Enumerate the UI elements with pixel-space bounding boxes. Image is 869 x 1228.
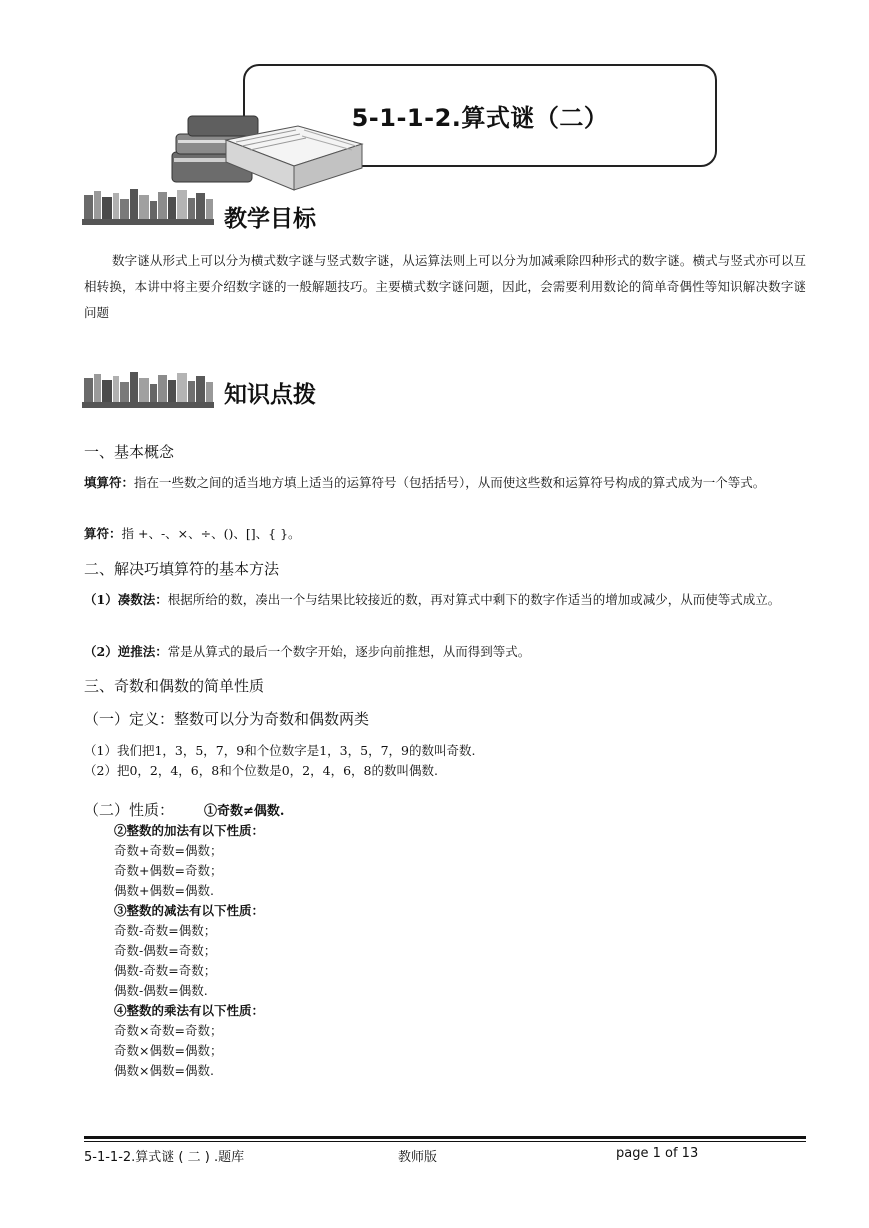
- definition-text: 根据所给的数，凑出一个与结果比较接近的数，再对算式中剩下的数字作适当的增加或减少，从而使等式成立。: [167, 592, 781, 607]
- definition-odd: （1）我们把1，3，5，7，9和个位数字是1，3，5，7，9的数叫奇数.: [84, 743, 476, 758]
- heading-properties: （二）性质：: [84, 801, 175, 819]
- operator-definition: [84, 524, 806, 544]
- objectives-text: 数字谜从形式上可以分为横式数字谜与竖式数字谜，从运算法则上可以分为加减乘除四种形式的数字谜。横式与竖式亦可以互相转换，本讲中将主要介绍数字谜的一般解题技巧。主要横式数字谜问题，因此，会需要利用数论的简单奇偶性等知识解决数字谜问题: [84, 253, 806, 320]
- page-title: 5-1-1-2.算式谜（二）: [351, 104, 609, 132]
- section-title-knowledge: 知识点拨: [224, 382, 316, 408]
- term-label: （2）逆推法：: [84, 644, 168, 659]
- list-item: 奇数+偶数=奇数；: [114, 863, 223, 878]
- bookshelf-icon: [82, 372, 214, 408]
- definition-text: 指在一些数之间的适当地方填上适当的运算符号（包括括号），从而使这些数和运算符号构成的算式成为一个等式。: [134, 475, 766, 490]
- list-item: 奇数+奇数=偶数；: [114, 843, 223, 858]
- method-2: [84, 642, 806, 662]
- list-item: 偶数-偶数=偶数.: [114, 983, 208, 998]
- list-item: 奇数×奇数=奇数；: [114, 1023, 223, 1038]
- list-item: 偶数×偶数=偶数.: [114, 1063, 214, 1078]
- footer-edition: 教师版: [398, 1150, 438, 1165]
- definition-even: （2）把0，2，4，6，8和个位数是0，2，4，6，8的数叫偶数.: [84, 763, 438, 778]
- term-label: （1）凑数法：: [84, 592, 168, 607]
- term-label: 填算符：: [84, 475, 135, 490]
- property-1: ①奇数≠偶数.: [204, 804, 285, 819]
- property-3-title: ③整数的减法有以下性质：: [114, 903, 265, 918]
- heading-basic-concepts: 一、基本概念: [84, 443, 175, 461]
- section-title-objectives: 教学目标: [224, 206, 316, 232]
- list-item: 偶数+偶数=偶数.: [114, 883, 214, 898]
- footer-page-number: page 1 of 13: [616, 1146, 699, 1161]
- heading-parity-definition: （一）定义：整数可以分为奇数和偶数两类: [84, 710, 370, 728]
- footer-doc-name: 5-1-1-2.算式谜 ( 二 ) .题库: [84, 1150, 245, 1165]
- books-illustration: [166, 100, 376, 196]
- fill-operator-definition: [84, 472, 806, 494]
- list-item: 奇数-偶数=奇数；: [114, 943, 217, 958]
- list-item: 奇数-奇数=偶数；: [114, 923, 217, 938]
- footer-divider: [84, 1136, 806, 1139]
- property-4-title: ④整数的乘法有以下性质：: [114, 1003, 265, 1018]
- definition-text: 指 +、-、×、÷、()、[]、{ }。: [121, 526, 301, 541]
- term-label: 算符：: [84, 526, 122, 541]
- method-1: [84, 589, 806, 611]
- bookshelf-icon: [82, 189, 214, 225]
- property-2-title: ②整数的加法有以下性质：: [114, 823, 265, 838]
- heading-methods: 二、解决巧填算符的基本方法: [84, 560, 280, 578]
- list-item: 偶数-奇数=奇数；: [114, 963, 217, 978]
- list-item: 奇数×偶数=偶数；: [114, 1043, 223, 1058]
- definition-text: 常是从算式的最后一个数字开始，逐步向前推想，从而得到等式。: [167, 644, 531, 659]
- heading-parity: 三、奇数和偶数的简单性质: [84, 677, 265, 695]
- footer-divider-thin: [84, 1141, 806, 1142]
